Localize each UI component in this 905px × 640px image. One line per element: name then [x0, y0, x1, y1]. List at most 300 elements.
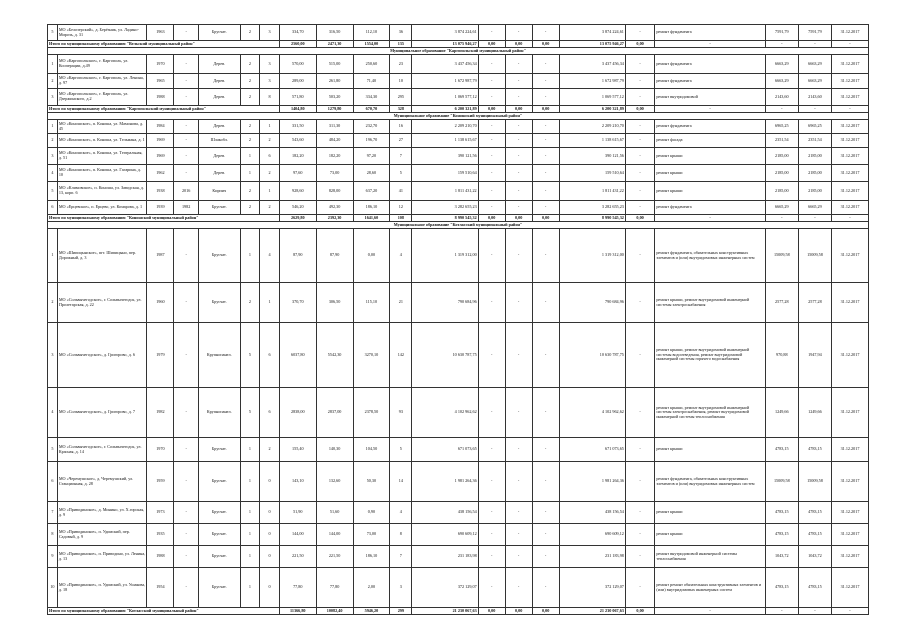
- total-cost-cell: 231 183,98: [412, 546, 478, 568]
- regional-funds-cell: -: [505, 55, 532, 74]
- max-cost-cell: 2143,60: [798, 89, 831, 106]
- residents-cell: 3: [390, 568, 412, 608]
- owner-funds-cell: 1 069 577,12: [559, 89, 625, 106]
- entrances-cell: 1: [260, 182, 280, 201]
- other-funds-cell: -: [625, 438, 654, 462]
- completion-date-cell: 31.12.2017: [832, 120, 869, 134]
- total-c10-cell: 670,70: [353, 106, 390, 113]
- row-number-cell: 10: [48, 568, 58, 608]
- local-funds-cell: -: [532, 55, 559, 74]
- owner-funds-cell: 390 121,56: [559, 148, 625, 165]
- owner-funds-cell: 438 156,54: [559, 502, 625, 524]
- total-area-cell: 77,80: [279, 568, 316, 608]
- total-c15-cell: 0,00: [532, 41, 559, 48]
- living-area-cell: 311,30: [316, 120, 353, 134]
- owner-funds-cell: 3 874 224,61: [559, 25, 625, 41]
- entrances-cell: 6: [260, 148, 280, 165]
- row-number-cell: 5: [48, 25, 58, 41]
- owner-funds-cell: 1 319 312,00: [559, 229, 625, 283]
- completion-date-cell: 31.12.2017: [832, 462, 869, 502]
- total-cost-cell: 3 437 456,34: [412, 55, 478, 74]
- total-c9-cell: 2471,30: [316, 41, 353, 48]
- total-cost-cell: 390 121,56: [412, 148, 478, 165]
- federal-funds-cell: -: [478, 182, 505, 201]
- residents-cell: 36: [390, 25, 412, 41]
- table-row: [48, 462, 869, 502]
- federal-funds-cell: -: [478, 148, 505, 165]
- living-area-cell: 87,90: [316, 229, 353, 283]
- residents-cell: 4: [390, 229, 412, 283]
- other-funds-cell: -: [625, 462, 654, 502]
- other-funds-cell: -: [625, 229, 654, 283]
- total-c16-cell: 21 230 067,63: [559, 608, 625, 615]
- year-renovated-cell: -: [174, 229, 199, 283]
- address-cell: МО «Коношское», п. Коноша, ул. Гагарина, д. 10: [57, 165, 147, 182]
- other-funds-cell: -: [625, 502, 654, 524]
- total-area-cell: 928,60: [279, 182, 316, 201]
- living-area-cell: 132,60: [316, 462, 353, 502]
- address-cell: МО «Белозерский», д. Берёзник, ул. Ладино-Мирозь, д. 31: [57, 25, 147, 41]
- row-number-cell: 7: [48, 502, 58, 524]
- entrances-cell: 0: [260, 546, 280, 568]
- regional-funds-cell: -: [505, 201, 532, 215]
- entrances-cell: 1: [260, 120, 280, 134]
- local-funds-cell: -: [532, 283, 559, 323]
- year-renovated-cell: -: [174, 74, 199, 89]
- wall-material-cell: Дерев.: [198, 148, 240, 165]
- owner-funds-cell: 1 981 264,36: [559, 462, 625, 502]
- row-number-cell: 1: [48, 120, 58, 134]
- entrances-cell: 0: [260, 524, 280, 546]
- regional-funds-cell: -: [505, 283, 532, 323]
- other-funds-cell: -: [625, 388, 654, 438]
- local-funds-cell: -: [532, 568, 559, 608]
- repair-program-table: [47, 24, 869, 615]
- other-funds-cell: -: [625, 134, 654, 148]
- max-cost-cell: 4783,15: [798, 524, 831, 546]
- owner-funds-cell: 1 672 987,79: [559, 74, 625, 89]
- federal-funds-cell: -: [478, 502, 505, 524]
- living-area-cell: 51,60: [316, 502, 353, 524]
- max-cost-cell: 1947,94: [798, 323, 831, 388]
- residents-cell: 16: [390, 120, 412, 134]
- residents-cell: 4: [390, 502, 412, 524]
- residential-area-cell: 0,00: [353, 229, 390, 283]
- completion-date-cell: 31.12.2017: [832, 182, 869, 201]
- living-area-cell: 316,50: [316, 25, 353, 41]
- total-c14-cell: 0,00: [505, 41, 532, 48]
- year-built-cell: 1962: [147, 165, 174, 182]
- floors-cell: 2: [240, 182, 260, 201]
- year-renovated-cell: -: [174, 120, 199, 134]
- owner-funds-cell: 1 138 615,67: [559, 134, 625, 148]
- address-cell: МО «Приводинское», п. Удимский, пер. Садовый, д. 9: [57, 524, 147, 546]
- wall-material-cell: Брусчат.: [198, 502, 240, 524]
- specific-cost-cell: 15009,58: [765, 229, 798, 283]
- max-cost-cell: 2577,28: [798, 283, 831, 323]
- address-cell: МО «Приводинское», д. Минино, ул. Х.горская, д. 9: [57, 502, 147, 524]
- specific-cost-cell: 1249,66: [765, 388, 798, 438]
- owner-funds-cell: 159 510,64: [559, 165, 625, 182]
- other-funds-cell: -: [625, 55, 654, 74]
- address-cell: МО «Сольвычегодское», г. Сольвычегодск, ул. Красная, д. 14: [57, 438, 147, 462]
- max-cost-cell: 2351,54: [798, 134, 831, 148]
- specific-cost-cell: 1043,72: [765, 546, 798, 568]
- year-renovated-cell: -: [174, 55, 199, 74]
- repair-type-cell: ремонт крыши, ремонт внутридомовой инженерной системы электроснабжения, ремонт внутридомовой инженерной системы теплоснабжения: [655, 388, 765, 438]
- row-number-cell: 2: [48, 74, 58, 89]
- owner-funds-cell: 10 630 787,75: [559, 323, 625, 388]
- total-c18-cell: -: [655, 215, 765, 222]
- row-number-cell: 5: [48, 438, 58, 462]
- total-c11-cell: 135: [390, 41, 412, 48]
- repair-type-cell: ремонт крыши: [655, 438, 765, 462]
- federal-funds-cell: -: [478, 74, 505, 89]
- other-funds-cell: -: [625, 89, 654, 106]
- wall-material-cell: Брусчат.: [198, 229, 240, 283]
- federal-funds-cell: -: [478, 120, 505, 134]
- living-area-cell: 503,20: [316, 89, 353, 106]
- total-cost-cell: 1 981 264,36: [412, 462, 478, 502]
- max-cost-cell: 6965,25: [798, 120, 831, 134]
- other-funds-cell: -: [625, 201, 654, 215]
- local-funds-cell: -: [532, 148, 559, 165]
- residential-area-cell: 112,10: [353, 25, 390, 41]
- total-c15-cell: 0,00: [532, 106, 559, 113]
- other-funds-cell: -: [625, 148, 654, 165]
- repair-type-cell: ремонт крыши: [655, 524, 765, 546]
- total-label: Итого по муниципальному образованию "Котласский муниципальный район": [48, 608, 280, 615]
- federal-funds-cell: -: [478, 201, 505, 215]
- year-built-cell: 1959: [147, 462, 174, 502]
- floors-cell: 1: [240, 502, 260, 524]
- address-cell: МО «Коношское», п. Коноша, ул. Мамонова, д. 45: [57, 120, 147, 134]
- year-renovated-cell: -: [174, 134, 199, 148]
- total-c14-cell: 0,00: [505, 215, 532, 222]
- wall-material-cell: Дерев.: [198, 165, 240, 182]
- owner-funds-cell: 790 684,96: [559, 283, 625, 323]
- total-c12-cell: 13 075 946,27: [412, 41, 478, 48]
- year-renovated-cell: -: [174, 323, 199, 388]
- federal-funds-cell: -: [478, 89, 505, 106]
- total-cost-cell: 10 630 787,75: [412, 323, 478, 388]
- total-cost-cell: 3 282 655,23: [412, 201, 478, 215]
- floors-cell: 1: [240, 546, 260, 568]
- federal-funds-cell: -: [478, 438, 505, 462]
- owner-funds-cell: 671 073,65: [559, 438, 625, 462]
- municipality-header-row: [48, 113, 869, 120]
- entrances-cell: 2: [260, 165, 280, 182]
- residents-cell: 5: [390, 165, 412, 182]
- completion-date-cell: 31.12.2017: [832, 388, 869, 438]
- residents-cell: 12: [390, 201, 412, 215]
- total-area-cell: 334,70: [279, 25, 316, 41]
- regional-funds-cell: -: [505, 25, 532, 41]
- residential-area-cell: 196,70: [353, 134, 390, 148]
- max-cost-cell: 4783,15: [798, 438, 831, 462]
- local-funds-cell: -: [532, 25, 559, 41]
- address-cell: МО «Приводинское», п. Приводино, ул. Ленина, д. 13: [57, 546, 147, 568]
- total-c17-cell: 0,00: [625, 215, 654, 222]
- federal-funds-cell: -: [478, 283, 505, 323]
- total-c12-cell: 8 990 545,32: [412, 215, 478, 222]
- total-c20-cell: -: [798, 41, 831, 48]
- max-cost-cell: 2185,00: [798, 148, 831, 165]
- living-area-cell: 144,00: [316, 524, 353, 546]
- total-c10-cell: 5946,20: [353, 608, 390, 615]
- other-funds-cell: -: [625, 524, 654, 546]
- total-c8-cell: 11366,80: [279, 608, 316, 615]
- total-c18-cell: -: [655, 106, 765, 113]
- year-built-cell: 1973: [147, 502, 174, 524]
- address-cell: МО «Черемушское», д. Черемушский, ул. Станционная, д. 28: [57, 462, 147, 502]
- total-row: [48, 215, 869, 222]
- completion-date-cell: 31.12.2017: [832, 148, 869, 165]
- year-renovated-cell: -: [174, 388, 199, 438]
- completion-date-cell: 31.12.2017: [832, 201, 869, 215]
- total-area-cell: 331,50: [279, 120, 316, 134]
- year-renovated-cell: -: [174, 148, 199, 165]
- row-number-cell: 4: [48, 388, 58, 438]
- federal-funds-cell: -: [478, 568, 505, 608]
- owner-funds-cell: 4 102 962,62: [559, 388, 625, 438]
- address-cell: МО «Ерцевское», п. Ерцево, ул. Комарова, д. 1: [57, 201, 147, 215]
- year-built-cell: 1970: [147, 438, 174, 462]
- completion-date-cell: 31.12.2017: [832, 229, 869, 283]
- row-number-cell: 3: [48, 148, 58, 165]
- year-built-cell: 1988: [147, 546, 174, 568]
- entrances-cell: 0: [260, 462, 280, 502]
- total-c8-cell: 2629,80: [279, 215, 316, 222]
- total-c9-cell: 10082,40: [316, 608, 353, 615]
- table-row: [48, 148, 869, 165]
- total-area-cell: 289,00: [279, 74, 316, 89]
- total-c18-cell: -: [655, 608, 765, 615]
- regional-funds-cell: -: [505, 89, 532, 106]
- residents-cell: 27: [390, 134, 412, 148]
- total-c16-cell: 8 990 545,32: [559, 215, 625, 222]
- max-cost-cell: 7591,79: [798, 25, 831, 41]
- address-cell: МО «Шипицынское», пгт. Шипицыно, пер. Дорожный, д. 3: [57, 229, 147, 283]
- total-c13-cell: 0,00: [478, 41, 505, 48]
- year-renovated-cell: -: [174, 25, 199, 41]
- total-c15-cell: 0,00: [532, 215, 559, 222]
- entrances-cell: 6: [260, 388, 280, 438]
- address-cell: МО «Сольвычегодское», д. Григорово, д. 6: [57, 323, 147, 388]
- floors-cell: 2: [240, 55, 260, 74]
- table-row: [48, 74, 869, 89]
- year-renovated-cell: -: [174, 438, 199, 462]
- federal-funds-cell: -: [478, 546, 505, 568]
- address-cell: МО «Сольвычегодское», г. Сольвычегодск, ул. Пролетарская, д. 22: [57, 283, 147, 323]
- local-funds-cell: -: [532, 89, 559, 106]
- table-row: [48, 283, 869, 323]
- total-cost-cell: 1 672 987,79: [412, 74, 478, 89]
- floors-cell: 1: [240, 229, 260, 283]
- max-cost-cell: 15009,58: [798, 229, 831, 283]
- total-c8-cell: 1404,80: [279, 106, 316, 113]
- floors-cell: 1: [240, 462, 260, 502]
- max-cost-cell: 6663,29: [798, 74, 831, 89]
- federal-funds-cell: -: [478, 524, 505, 546]
- total-c20-cell: -: [798, 215, 831, 222]
- living-area-cell: 182,20: [316, 148, 353, 165]
- entrances-cell: 3: [260, 25, 280, 41]
- completion-date-cell: 31.12.2017: [832, 134, 869, 148]
- total-c20-cell: -: [798, 106, 831, 113]
- total-c21-cell: -: [832, 215, 869, 222]
- total-area-cell: 2838,00: [279, 388, 316, 438]
- year-renovated-cell: -: [174, 462, 199, 502]
- wall-material-cell: Брусчат.: [198, 462, 240, 502]
- residents-cell: 10: [390, 74, 412, 89]
- total-c11-cell: 299: [390, 608, 412, 615]
- wall-material-cell: Брусчат.: [198, 546, 240, 568]
- residential-area-cell: 0,90: [353, 502, 390, 524]
- year-renovated-cell: -: [174, 524, 199, 546]
- local-funds-cell: -: [532, 165, 559, 182]
- total-c14-cell: 0,00: [505, 106, 532, 113]
- row-number-cell: 8: [48, 524, 58, 546]
- year-built-cell: 1988: [147, 89, 174, 106]
- specific-cost-cell: 4783,15: [765, 438, 798, 462]
- living-area-cell: 221,50: [316, 546, 353, 568]
- entrances-cell: 2: [260, 201, 280, 215]
- year-renovated-cell: -: [174, 502, 199, 524]
- total-c17-cell: 0,00: [625, 106, 654, 113]
- row-number-cell: 6: [48, 462, 58, 502]
- owner-funds-cell: 231 183,98: [559, 546, 625, 568]
- repair-type-cell: ремонт фундамента: [655, 201, 765, 215]
- completion-date-cell: 31.12.2017: [832, 502, 869, 524]
- floors-cell: 2: [240, 134, 260, 148]
- repair-type-cell: ремонт крыши, ремонт внутридомовой инженерной системы водоотведения, ремонт внутридомовой инженерной системы горячего водоснабжения: [655, 323, 765, 388]
- other-funds-cell: -: [625, 283, 654, 323]
- table-row: [48, 165, 869, 182]
- total-area-cell: 51,90: [279, 502, 316, 524]
- residents-cell: 21: [390, 283, 412, 323]
- regional-funds-cell: -: [505, 502, 532, 524]
- completion-date-cell: 31.12.2017: [832, 74, 869, 89]
- max-cost-cell: 1043,72: [798, 546, 831, 568]
- year-built-cell: 1935: [147, 524, 174, 546]
- other-funds-cell: -: [625, 74, 654, 89]
- specific-cost-cell: 970,88: [765, 323, 798, 388]
- other-funds-cell: -: [625, 568, 654, 608]
- local-funds-cell: -: [532, 502, 559, 524]
- local-funds-cell: -: [532, 323, 559, 388]
- total-cost-cell: 1 138 615,67: [412, 134, 478, 148]
- residents-cell: 93: [390, 388, 412, 438]
- total-c21-cell: -: [832, 106, 869, 113]
- federal-funds-cell: -: [478, 323, 505, 388]
- living-area-cell: 484,20: [316, 134, 353, 148]
- local-funds-cell: -: [532, 462, 559, 502]
- specific-cost-cell: 2143,60: [765, 89, 798, 106]
- living-area-cell: 492,30: [316, 201, 353, 215]
- repair-type-cell: ремонт фундамента, обязательных конструктивных элементов и (или) внутридомовых инженерных систем: [655, 462, 765, 502]
- total-label: Итого по муниципальному образованию "Коношский муниципальный район": [48, 215, 280, 222]
- repair-type-cell: ремонт крыши: [655, 165, 765, 182]
- entrances-cell: 3: [260, 55, 280, 74]
- address-cell: МО «Каргопольское», г. Каргополь, ул. Кооперации, д.49: [57, 55, 147, 74]
- residents-cell: 7: [390, 546, 412, 568]
- completion-date-cell: 31.12.2017: [832, 25, 869, 41]
- wall-material-cell: Брусчат.: [198, 25, 240, 41]
- year-built-cell: 1969: [147, 148, 174, 165]
- federal-funds-cell: -: [478, 388, 505, 438]
- repair-type-cell: ремонт фундамента: [655, 55, 765, 74]
- wall-material-cell: Крупнопанел.: [198, 388, 240, 438]
- total-c21-cell: -: [832, 608, 869, 615]
- repair-type-cell: ремонт крыши, ремонт внутридомовой инженерной системы электроснабжения: [655, 283, 765, 323]
- regional-funds-cell: -: [505, 388, 532, 438]
- row-number-cell: 5: [48, 182, 58, 201]
- year-renovated-cell: -: [174, 568, 199, 608]
- residential-area-cell: 73,00: [353, 524, 390, 546]
- max-cost-cell: 2185,00: [798, 165, 831, 182]
- municipality-title: Муниципальное образование "Котласский муниципальный район": [48, 222, 869, 229]
- living-area-cell: 306,50: [316, 283, 353, 323]
- regional-funds-cell: -: [505, 182, 532, 201]
- total-c10-cell: 1641,60: [353, 215, 390, 222]
- owner-funds-cell: 1 811 431,22: [559, 182, 625, 201]
- total-area-cell: 144,00: [279, 524, 316, 546]
- max-cost-cell: 4783,15: [798, 502, 831, 524]
- completion-date-cell: 31.12.2017: [832, 546, 869, 568]
- address-cell: МО «Приводинское», п. Удимский, ул. Ушакова, д. 18: [57, 568, 147, 608]
- wall-material-cell: Шлакобл.: [198, 134, 240, 148]
- local-funds-cell: -: [532, 201, 559, 215]
- specific-cost-cell: 6663,29: [765, 74, 798, 89]
- residents-cell: 142: [390, 323, 412, 388]
- repair-type-cell: ремонт крыши: [655, 182, 765, 201]
- table-row: [48, 120, 869, 134]
- entrances-cell: 2: [260, 134, 280, 148]
- wall-material-cell: Брусчат.: [198, 283, 240, 323]
- residential-area-cell: 250,60: [353, 55, 390, 74]
- address-cell: МО «Коношское», п. Коноша, ул. Тельмана, д. 1: [57, 134, 147, 148]
- row-number-cell: 2: [48, 134, 58, 148]
- floors-cell: 2: [240, 120, 260, 134]
- row-number-cell: 1: [48, 229, 58, 283]
- total-c19-cell: -: [765, 215, 798, 222]
- total-c11-cell: 108: [390, 215, 412, 222]
- max-cost-cell: 2185,00: [798, 182, 831, 201]
- table-row: [48, 182, 869, 201]
- entrances-cell: 2: [260, 438, 280, 462]
- total-area-cell: 546,20: [279, 201, 316, 215]
- floors-cell: 1: [240, 438, 260, 462]
- residents-cell: 295: [390, 89, 412, 106]
- table-row: [48, 55, 869, 74]
- floors-cell: 2: [240, 283, 260, 323]
- owner-funds-cell: 690 609,12: [559, 524, 625, 546]
- specific-cost-cell: 2185,00: [765, 148, 798, 165]
- total-label: Итого по муниципальному образованию "Каргопольский муниципальный район": [48, 106, 280, 113]
- regional-funds-cell: -: [505, 323, 532, 388]
- year-built-cell: 1970: [147, 55, 174, 74]
- residents-cell: 7: [390, 148, 412, 165]
- total-c16-cell: 13 075 946,27: [559, 41, 625, 48]
- entrances-cell: 3: [260, 74, 280, 89]
- year-built-cell: 1979: [147, 323, 174, 388]
- year-renovated-cell: 1982: [174, 201, 199, 215]
- address-cell: МО «Сольвычегодское», д. Григорово, д. 7: [57, 388, 147, 438]
- year-renovated-cell: -: [174, 165, 199, 182]
- total-c9-cell: 2392,30: [316, 215, 353, 222]
- year-renovated-cell: -: [174, 546, 199, 568]
